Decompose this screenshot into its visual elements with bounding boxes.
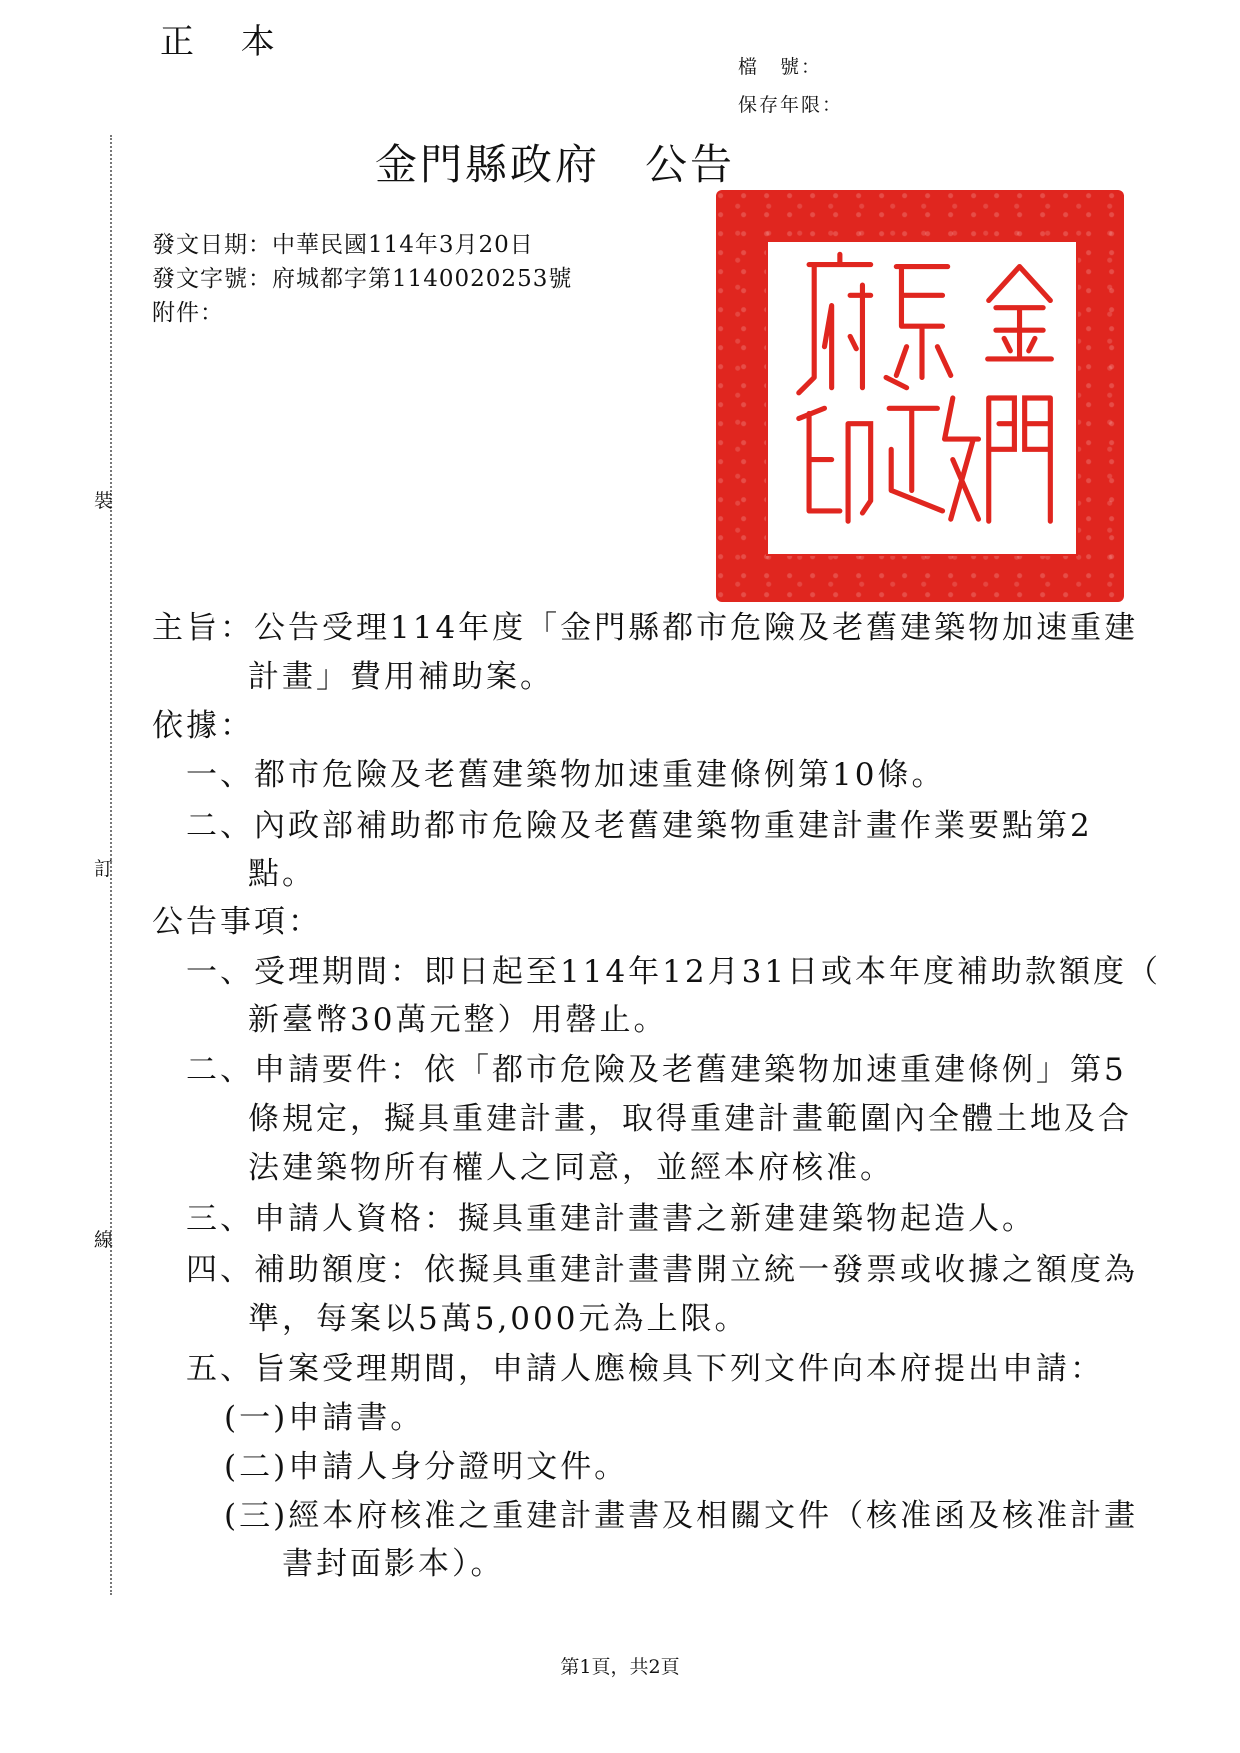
notice-item-2-cont-2: 法建築物所有權人之同意，並經本府核准。 [248, 1150, 894, 1186]
basis-item-1: 一、都市危險及老舊建築物加速重建條例第10條。 [186, 757, 946, 793]
attachment-label: 附件： [152, 300, 224, 326]
sub-item-3: (三)經本府核准之重建計畫書及相關文件（核准函及核准計畫 [224, 1498, 1139, 1534]
subject-line-2: 計畫」費用補助案。 [248, 659, 554, 695]
page-number: 第1頁，共2頁 [560, 1656, 680, 1678]
binding-mark-1: 裝 [94, 490, 114, 512]
notice-item-2: 二、申請要件：依「都市危險及老舊建築物加速重建條例」第5 [186, 1052, 1127, 1088]
sub-item-3-cont: 書封面影本）。 [282, 1546, 505, 1582]
notice-item-4: 四、補助額度：依擬具重建計畫書開立統一發票或收據之額度為 [186, 1252, 1138, 1288]
notice-item-2-cont-1: 條規定，擬具重建計畫，取得重建計畫範圍內全體土地及合 [248, 1101, 1132, 1137]
notice-heading: 公告事項： [152, 904, 322, 940]
basis-item-2-cont: 點。 [248, 856, 316, 892]
retention-period-label: 保存年限： [738, 94, 844, 116]
sub-item-2: (二)申請人身分證明文件。 [224, 1449, 629, 1485]
issue-number: 發文字號：府城都字第1140020253號 [152, 266, 573, 292]
notice-item-4-cont: 準，每案以5萬5,000元為上限。 [248, 1301, 749, 1337]
notice-item-1: 一、受理期間：即日起至114年12月31日或本年度補助款額度（ [186, 954, 1162, 990]
subject-line-1: 主旨：公告受理114年度「金門縣都市危險及老舊建築物加速重建 [152, 610, 1139, 646]
issue-date: 發文日期：中華民國114年3月20日 [152, 232, 534, 258]
official-seal-stamp [716, 190, 1124, 602]
seal-script-glyphs [768, 242, 1076, 554]
sub-item-1: (一)申請書。 [224, 1400, 425, 1436]
seal-glyph-field [766, 240, 1078, 556]
notice-item-1-cont: 新臺幣30萬元整）用罄止。 [248, 1002, 668, 1038]
basis-heading: 依據： [152, 708, 254, 744]
basis-item-2: 二、內政部補助都市危險及老舊建築物重建計畫作業要點第2 [186, 808, 1093, 844]
original-copy-label: 正 本 [160, 22, 293, 62]
notice-item-3: 三、申請人資格：擬具重建計畫書之新建建築物起造人。 [186, 1201, 1036, 1237]
binding-mark-3: 線 [94, 1229, 114, 1251]
binding-mark-2: 訂 [94, 858, 114, 880]
document-title: 金門縣政府 公告 [374, 140, 735, 189]
file-number-label: 檔 號： [738, 56, 823, 78]
notice-item-5: 五、旨案受理期間，申請人應檢具下列文件向本府提出申請： [186, 1351, 1104, 1387]
